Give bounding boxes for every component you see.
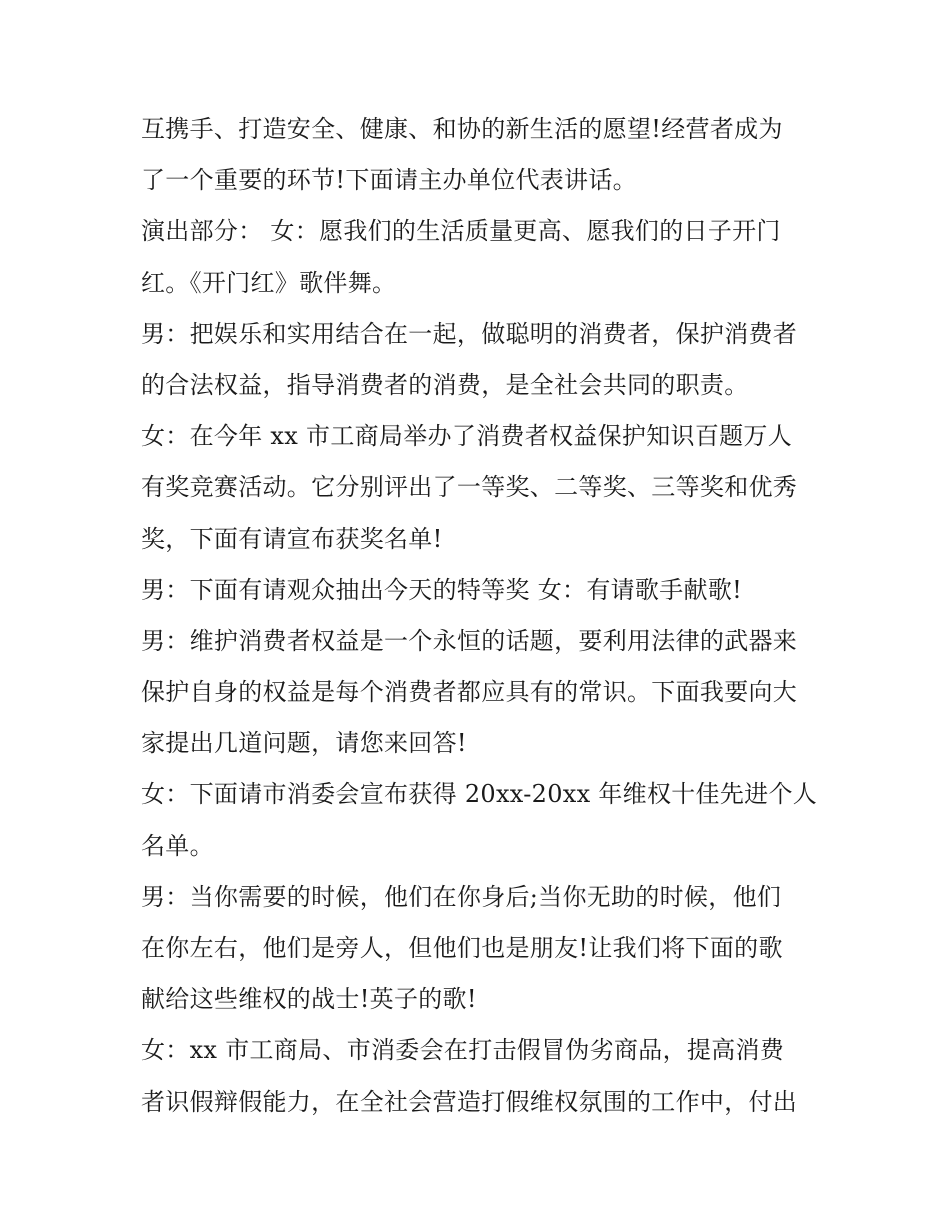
text-line: 者识假辩假能力，在全社会营造打假维权氛围的工作中，付出 <box>141 1087 798 1116</box>
text-line: 家提出几道问题，请您来回答! <box>141 729 467 758</box>
text-line: 的合法权益，指导消费者的消费，是全社会共同的职责。 <box>141 370 749 399</box>
text-line: 奖，下面有请宣布获奖名单! <box>141 524 443 553</box>
text-line: 女：在今年 xx 市工商局举办了消费者权益保护知识百题万人 <box>141 422 793 451</box>
text-line: 有奖竞赛活动。它分别评出了一等奖、二等奖、三等奖和优秀 <box>141 473 798 502</box>
text-line: 男：把娱乐和实用结合在一起，做聪明的消费者，保护消费者 <box>141 319 798 348</box>
text-line: 在你左右，他们是旁人，但他们也是朋友!让我们将下面的歌 <box>141 934 783 962</box>
text-line: 演出部分： 女：愿我们的生活质量更高、愿我们的日子开门 <box>141 217 781 246</box>
text-line: 男：维护消费者权益是一个永恒的话题，要利用法律的武器来 <box>141 626 798 655</box>
text-line: 了一个重要的环节!下面请主办单位代表讲话。 <box>141 166 637 195</box>
text-line: 互携手、打造安全、健康、和协的新生活的愿望!经营者成为 <box>141 115 783 143</box>
text-line: 男：下面有请观众抽出今天的特等奖 女：有请歌手献歌! <box>141 575 743 604</box>
body-text <box>141 104 821 1128</box>
text-line: 男：当你需要的时候，他们在你身后;当你无助的时候，他们 <box>141 882 782 911</box>
text-line: 女：下面请市消委会宣布获得 20xx-20xx 年维权十佳先进个人 <box>141 780 818 809</box>
text-line: 名单。 <box>141 831 214 860</box>
text-line: 保护自身的权益是每个消费者都应具有的常识。下面我要向大 <box>141 678 798 707</box>
text-line: 红。《开门红》歌伴舞。 <box>141 268 397 297</box>
text-line: 献给这些维权的战士!英子的歌! <box>141 985 477 1014</box>
text-line: 女：xx 市工商局、市消委会在打击假冒伪劣商品，提高消费 <box>141 1036 785 1065</box>
